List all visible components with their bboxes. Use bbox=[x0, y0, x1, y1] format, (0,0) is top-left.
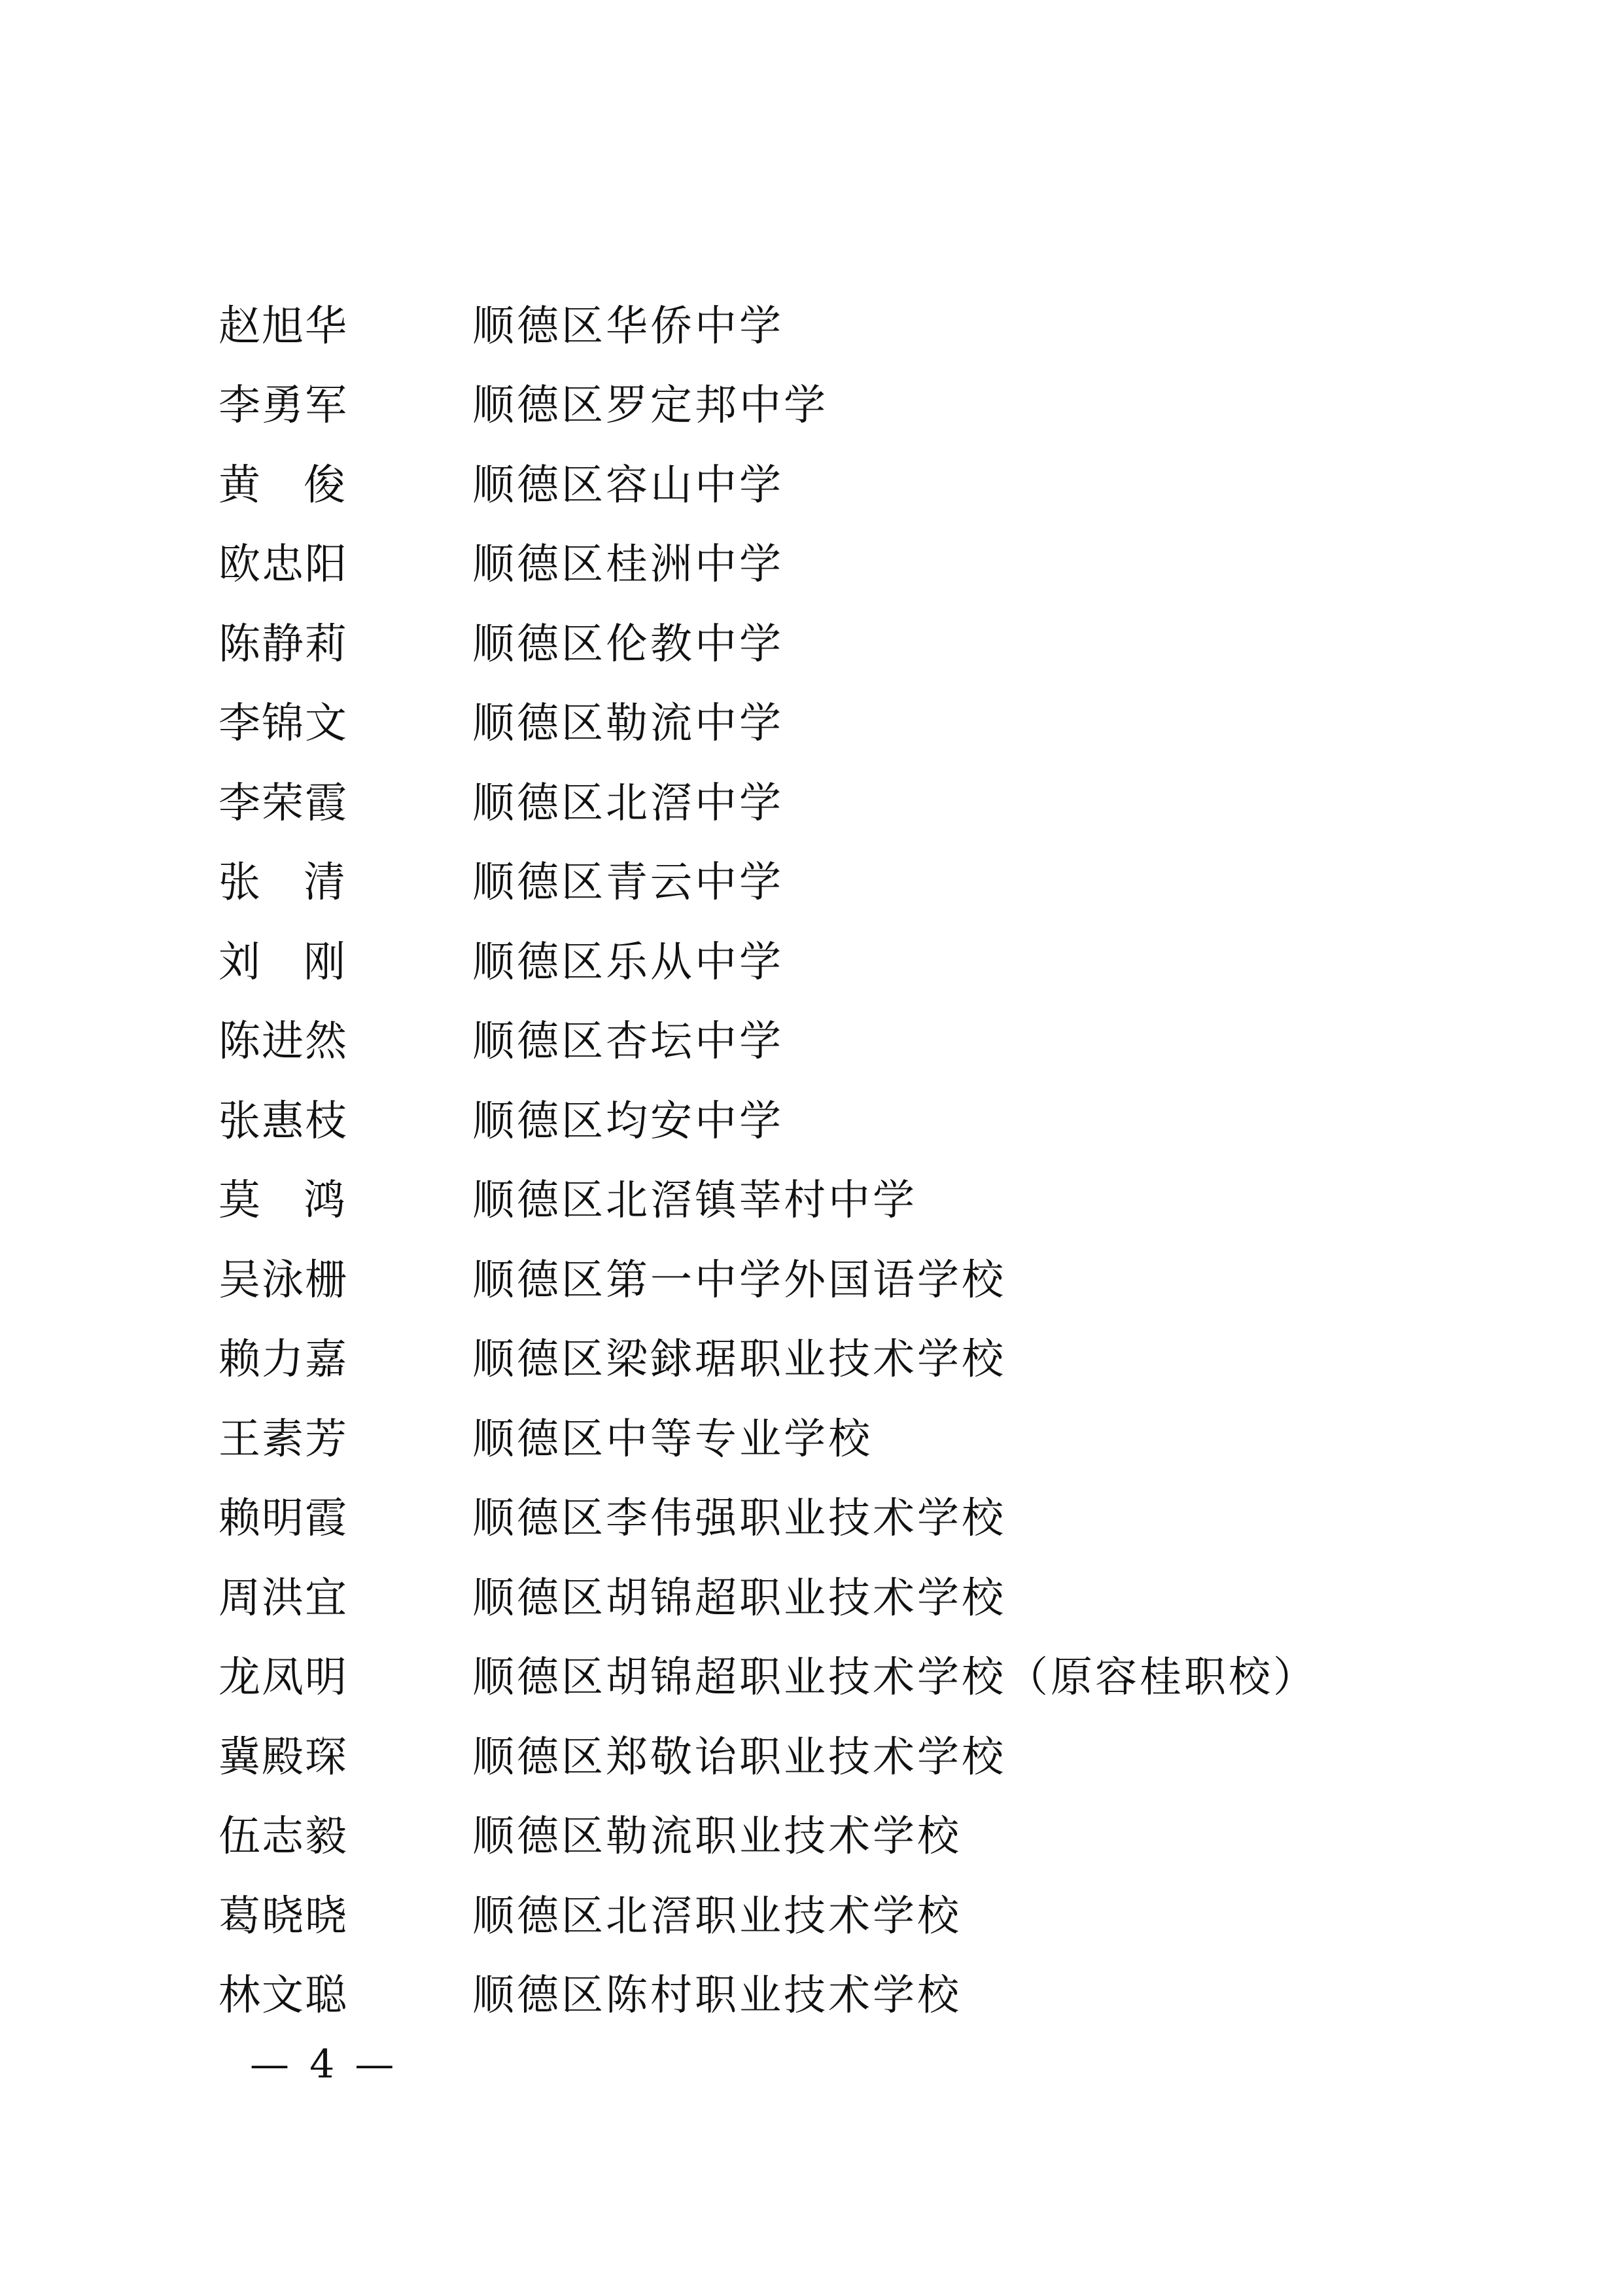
person-name: 刘 刚 bbox=[218, 938, 346, 987]
school-name: 顺德区北滘镇莘村中学 bbox=[472, 1176, 917, 1226]
school-name: 顺德区均安中学 bbox=[472, 1097, 784, 1146]
school-name: 顺德区华侨中学 bbox=[472, 302, 784, 351]
school-name: 顺德区中等专业学校 bbox=[472, 1415, 873, 1464]
person-name: 王素芳 bbox=[218, 1415, 348, 1464]
person-name: 赵旭华 bbox=[218, 302, 348, 351]
person-name: 李锦文 bbox=[218, 699, 348, 749]
school-name: 顺德区勒流职业技术学校 bbox=[472, 1812, 962, 1862]
list-item bbox=[218, 525, 1461, 605]
list-item bbox=[218, 1082, 1461, 1161]
list-item bbox=[218, 1877, 1461, 1956]
school-name: 顺德区乐从中学 bbox=[472, 938, 784, 987]
person-name: 伍志毅 bbox=[218, 1812, 348, 1862]
person-name: 陈进然 bbox=[218, 1017, 348, 1067]
school-name: 顺德区胡锦超职业技术学校（原容桂职校） bbox=[472, 1653, 1318, 1703]
person-name: 李勇军 bbox=[218, 381, 348, 431]
list-item bbox=[218, 923, 1461, 1002]
school-name: 顺德区青云中学 bbox=[472, 858, 784, 908]
school-name: 顺德区郑敬诒职业技术学校 bbox=[472, 1733, 1006, 1782]
person-name: 莫 鸿 bbox=[218, 1176, 346, 1226]
person-name: 陈静莉 bbox=[218, 620, 348, 669]
list-item bbox=[218, 684, 1461, 764]
school-name: 顺德区罗定邦中学 bbox=[472, 381, 828, 431]
list-item bbox=[218, 1320, 1461, 1400]
person-name: 周洪宜 bbox=[218, 1574, 348, 1623]
school-name: 顺德区第一中学外国语学校 bbox=[472, 1256, 1006, 1305]
list-item bbox=[218, 764, 1461, 843]
school-name: 顺德区勒流中学 bbox=[472, 699, 784, 749]
school-name: 顺德区杏坛中学 bbox=[472, 1017, 784, 1067]
list-item bbox=[218, 1956, 1461, 2036]
person-name: 林文聪 bbox=[218, 1971, 348, 2021]
school-name: 顺德区伦教中学 bbox=[472, 620, 784, 669]
school-name: 顺德区北滘中学 bbox=[472, 779, 784, 828]
person-name: 葛晓晓 bbox=[218, 1892, 348, 1941]
school-name: 顺德区梁銶琚职业技术学校 bbox=[472, 1335, 1006, 1385]
list-item bbox=[218, 1559, 1461, 1638]
person-name: 李荣霞 bbox=[218, 779, 348, 828]
list-item bbox=[218, 1797, 1461, 1877]
list-item bbox=[218, 605, 1461, 684]
list-item bbox=[218, 1161, 1461, 1241]
list-item bbox=[218, 446, 1461, 525]
school-name: 顺德区胡锦超职业技术学校 bbox=[472, 1574, 1006, 1623]
list-item bbox=[218, 1638, 1461, 1718]
school-name: 顺德区桂洲中学 bbox=[472, 540, 784, 590]
list-item bbox=[218, 1002, 1461, 1082]
school-name: 顺德区北滘职业技术学校 bbox=[472, 1892, 962, 1941]
person-name: 赖明霞 bbox=[218, 1494, 348, 1544]
list-item bbox=[218, 1241, 1461, 1320]
page-number: — 4 — bbox=[250, 2041, 398, 2087]
person-name: 赖力嘉 bbox=[218, 1335, 348, 1385]
person-name: 龙凤明 bbox=[218, 1653, 348, 1703]
person-name: 冀殿琛 bbox=[218, 1733, 348, 1782]
list-item bbox=[218, 287, 1461, 366]
person-name: 张 清 bbox=[218, 858, 346, 908]
person-name: 黄 俊 bbox=[218, 461, 346, 510]
person-name: 吴泳栅 bbox=[218, 1256, 348, 1305]
list-item bbox=[218, 1479, 1461, 1559]
list-item bbox=[218, 1718, 1461, 1797]
list-item bbox=[218, 1400, 1461, 1479]
list-item bbox=[218, 366, 1461, 446]
person-name: 欧忠阳 bbox=[218, 540, 348, 590]
personnel-list bbox=[218, 287, 1461, 2036]
school-name: 顺德区容山中学 bbox=[472, 461, 784, 510]
school-name: 顺德区陈村职业技术学校 bbox=[472, 1971, 962, 2021]
school-name: 顺德区李伟强职业技术学校 bbox=[472, 1494, 1006, 1544]
person-name: 张惠枝 bbox=[218, 1097, 348, 1146]
list-item bbox=[218, 843, 1461, 923]
